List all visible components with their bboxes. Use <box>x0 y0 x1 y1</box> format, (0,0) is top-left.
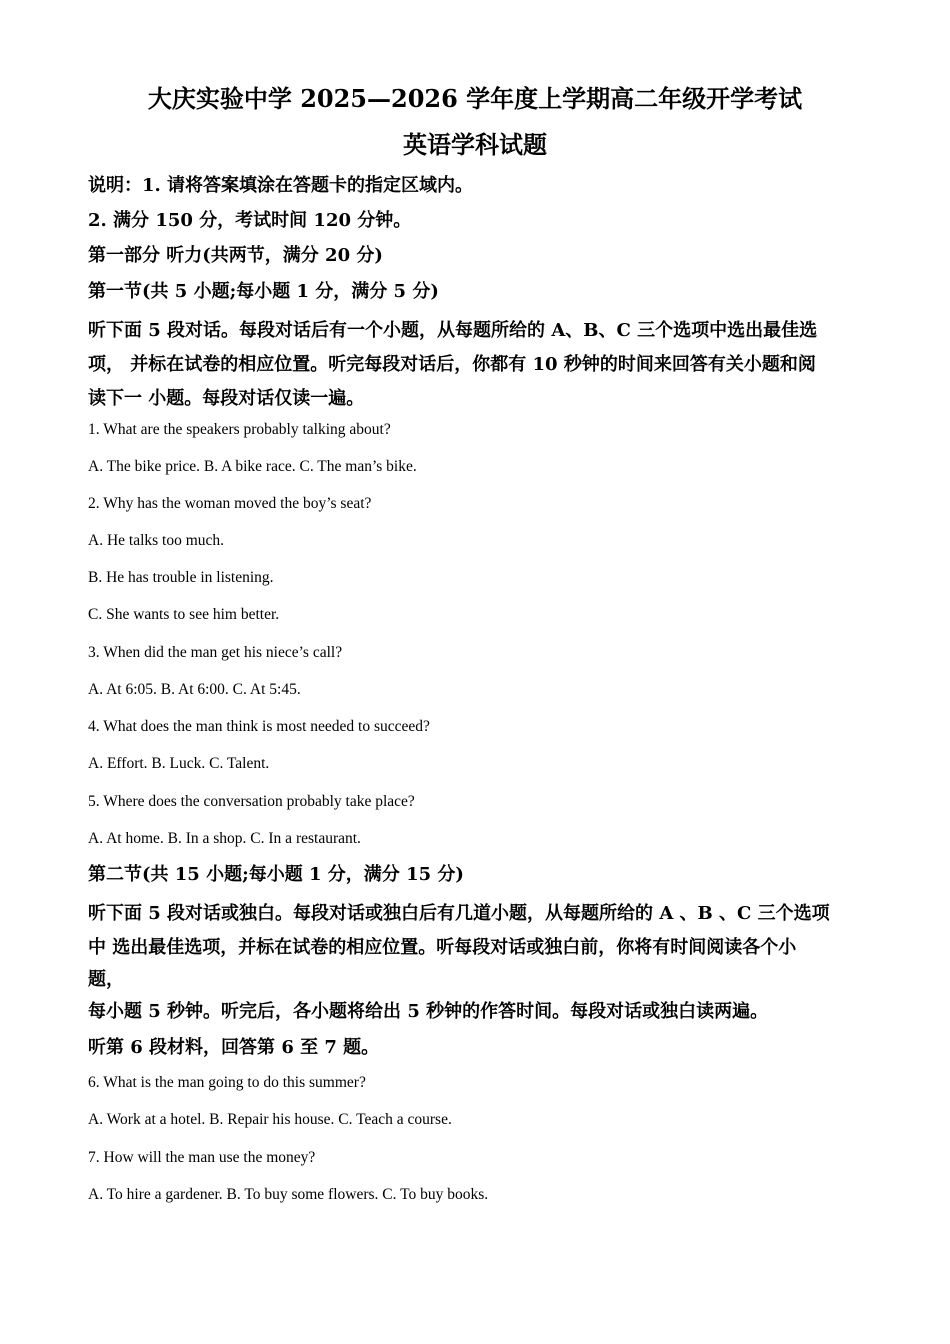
question-4-options: A. Effort. B. Luck. C. Talent. <box>88 755 270 772</box>
question-2-option-a: A. He talks too much. <box>88 532 225 549</box>
question-1: 1. What are the speakers probably talking about? <box>88 421 391 438</box>
section-2-instruction-line: 题， <box>88 969 124 990</box>
question-1-options: A. The bike price. B. A bike race. C. The man’s bike. <box>88 458 417 475</box>
section-1-heading: 第一节(共 5 小题;每小题 1 分，满分 5 分) <box>88 281 439 302</box>
question-3: 3. When did the man get his niece’s call? <box>88 644 343 661</box>
section-2-instruction-line: 听下面 5 段对话或独白。每段对话或独白后有几道小题，从每题所给的 A 、B 、C 三个选项 <box>88 903 830 924</box>
section-1-instruction-line: 项， 并标在试卷的相应位置。听完每段对话后，你都有 10 秒钟的时间来回答有关小题和阅 <box>88 354 816 375</box>
part-heading: 第一部分 听力(共两节，满分 20 分) <box>88 245 383 266</box>
section-2-heading: 第二节(共 15 小题;每小题 1 分，满分 15 分) <box>88 864 464 885</box>
question-5: 5. Where does the conversation probably take place? <box>88 793 415 810</box>
question-2-option-b: B. He has trouble in listening. <box>88 569 274 586</box>
section-1-instruction-line: 读下一 小题。每段对话仅读一遍。 <box>88 388 365 409</box>
question-6-options: A. Work at a hotel. B. Repair his house. C. Teach a course. <box>88 1111 452 1128</box>
section-2-instruction-line: 中 选出最佳选项，并标在试卷的相应位置。听每段对话或独白前，你将有时间阅读各个小 <box>88 937 797 958</box>
question-2-option-c: C. She wants to see him better. <box>88 606 280 623</box>
question-6: 6. What is the man going to do this summer? <box>88 1074 366 1091</box>
subject-title: 英语学科试题 <box>403 130 547 159</box>
material-heading: 听第 6 段材料，回答第 6 至 7 题。 <box>88 1037 380 1058</box>
note-line-2: 2. 满分 150 分，考试时间 120 分钟。 <box>88 210 412 231</box>
question-7: 7. How will the man use the money? <box>88 1149 316 1166</box>
section-2-instruction-line: 每小题 5 秒钟。听完后，各小题将给出 5 秒钟的作答时间。每段对话或独白读两遍。 <box>88 1001 769 1022</box>
question-4: 4. What does the man think is most needed to succeed? <box>88 718 430 735</box>
question-5-options: A. At home. B. In a shop. C. In a restaurant. <box>88 830 361 847</box>
section-1-instruction-line: 听下面 5 段对话。每段对话后有一个小题，从每题所给的 A、B、C 三个选项中选出最佳选 <box>88 320 818 341</box>
question-3-options: A. At 6:05. B. At 6:00. C. At 5:45. <box>88 681 301 698</box>
exam-title: 大庆实验中学 2025—2026 学年度上学期高二年级开学考试 <box>147 84 803 113</box>
question-2: 2. Why has the woman moved the boy’s seat? <box>88 495 372 512</box>
question-7-options: A. To hire a gardener. B. To buy some flowers. C. To buy books. <box>88 1186 489 1203</box>
note-line-1: 说明：1. 请将答案填涂在答题卡的指定区域内。 <box>88 175 474 196</box>
